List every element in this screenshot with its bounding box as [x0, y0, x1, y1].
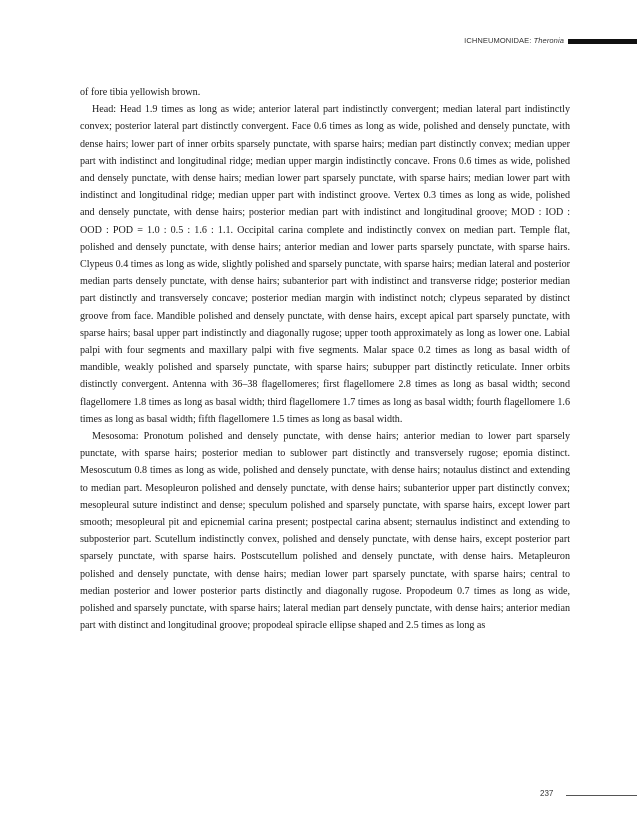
paragraph-head: Head: Head 1.9 times as long as wide; anterior lateral part indistinctly convergent; median lateral part indistinctly convex; posterior lateral part distinctly convergent. Face 0.6 times as long as wide, polished and densely punctate, with dense hairs; lower part of inner orbits sparsely punctate, with sparse hairs; median part distinctly convex; median upper part with indistinct and longitudinal ridge; median upper margin indistinctly concave. Frons 0.6 times as wide, polished and densely punctate, with dense hairs; median lower part sparsely punctate, with sparse hairs; median lower part with indistinct and longitudinal ridge; median upper part with indistinct groove. Vertex 0.3 times as long as wide, polished and densely punctate, with dense hairs; posterior median part with indistinct and longitudinal groove; MOD : IOD : OOD : POD = 1.0 : 0.5 : 1.6 : 1.1. Occipital carina complete and indistinctly convex on median part. Temple flat, polished and densely punctate, with dense hairs; anterior median and lower parts sparsely punctate, with sparse hairs. Clypeus 0.4 times as long as wide, slightly polished and sparsely punctate, with sparse hairs; median lateral and posterior median parts densely punctate, with dense hairs; subanterior part with indistinct and transverse ridge; posterior median part distinctly and transversely concave; posterior median margin with indistinct notch; clypeus separated by distinct groove from face. Mandible polished and densely punctate, with dense hairs, except apical part sparsely punctate, with sparse hairs; basal upper part indistinctly and diagonally rugose; upper tooth approximately as long as lower one. Labial palpi with four segments and maxillary palpi with five segments. Malar space 0.2 times as long as basal width of mandible, weakly polished and sparsely punctate, with sparse hairs; subupper part distinctly reticulate. Inner orbits distinctly convergent. Antenna with 36–38 flagellomeres; first flagellomere 2.8 times as long as basal width; second flagellomere 1.8 times as long as basal width; third flagellomere 1.7 times as long as basal width; fourth flagellomere 1.6 times as long as basal width; fifth flagellomere 1.5 times as long as basal width.	[80, 104, 570, 425]
header-genus: Theronia	[533, 36, 564, 45]
page-number: 237	[540, 789, 554, 798]
running-header-title	[464, 36, 564, 45]
body-text	[80, 84, 570, 635]
page-footer	[0, 789, 637, 803]
running-header	[0, 36, 637, 48]
header-family: ICHNEUMONIDAE:	[464, 36, 532, 45]
footer-rule	[566, 795, 637, 796]
header-bar	[568, 39, 637, 44]
paragraph-continuation: of fore tibia yellowish brown.	[80, 87, 201, 98]
paragraph-mesosoma: Mesosoma: Pronotum polished and densely punctate, with dense hairs; anterior median to lower part sparsely punctate, with sparse hairs; posterior median to sublower part distinctly and transversely rugose; epomia distinct. Mesoscutum 0.8 times as long as wide, polished and densely punctate, with dense hairs; notaulus distinct and extending to median part. Mesopleuron polished and densely punctate, with dense hairs; subanterior upper part distinctly convex; mesopleural suture indistinct and dense; speculum polished and sparsely punctate, with sparse hairs, except lower part smooth; mesopleural pit and epicnemial carina present; postpectal carina absent; sternaulus indistinct and extending to subposterior part. Scutellum indistinctly convex, polished and densely punctate, with dense hairs, except posterior part sparsely punctate, with sparse hairs. Postscutellum polished and densely punctate, with dense hairs. Metapleuron polished and densely punctate, with dense hairs; median lower part sparsely punctate, with sparse hairs; central to median posterior and lower posterior parts distinctly and diagonally rugose. Propodeum 0.7 times as long as wide, polished and sparsely punctate, with sparse hairs; lateral median part densely punctate, with dense hairs; anterior median part with distinct and longitudinal groove; propodeal spiracle ellipse shaped and 2.5 times as long as	[80, 431, 570, 632]
